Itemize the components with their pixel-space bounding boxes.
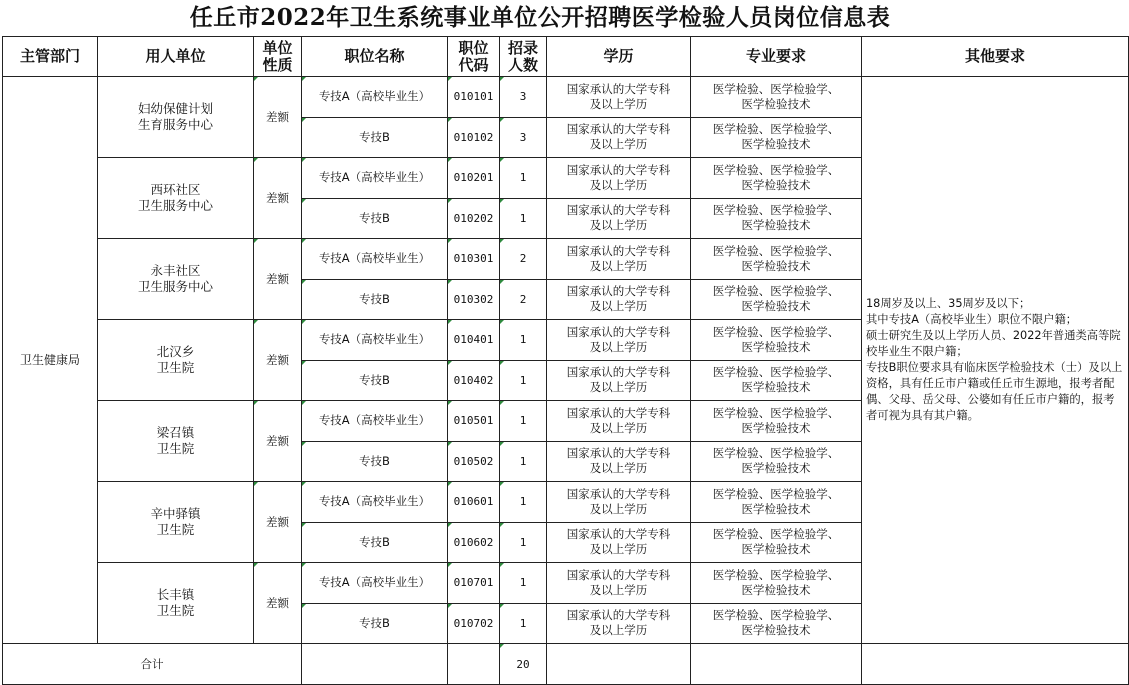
position-cell: 专技A（高校毕业生）	[302, 158, 448, 199]
major-cell	[691, 279, 862, 320]
unit-cell	[98, 401, 254, 482]
header-edu: 学历	[547, 37, 691, 77]
edu-line: 及以上学历	[589, 380, 648, 395]
major-cell	[691, 77, 862, 118]
other-requirement-line: 硕士研究生及以上学历人员、2022年普通类高等院校毕业生不限户籍；	[866, 329, 1121, 358]
edu-cell	[547, 77, 691, 118]
edu-line: 国家承认的大学专科	[566, 243, 671, 258]
unit-cell	[98, 158, 254, 239]
major-line: 医学检验技术	[741, 96, 811, 111]
position-cell: 专技B	[302, 198, 448, 239]
edu-line: 及以上学历	[589, 501, 648, 516]
unit-name-line: 卫生院	[156, 360, 195, 375]
edu-line: 及以上学历	[589, 258, 648, 273]
nature-cell: 差额	[254, 158, 302, 239]
edu-line: 及以上学历	[589, 623, 648, 638]
major-cell	[691, 603, 862, 644]
edu-line: 及以上学历	[589, 420, 648, 435]
code-cell: 010601	[448, 482, 500, 523]
count-cell: 1	[500, 603, 547, 644]
position-cell: 专技B	[302, 441, 448, 482]
code-cell: 010102	[448, 117, 500, 158]
edu-line: 国家承认的大学专科	[566, 608, 671, 623]
nature-cell: 差额	[254, 563, 302, 644]
major-line: 医学检验技术	[741, 501, 811, 516]
total-empty-cell	[547, 644, 691, 685]
edu-line: 国家承认的大学专科	[566, 162, 671, 177]
major-line: 医学检验、医学检验学、	[712, 203, 840, 218]
count-cell: 1	[500, 522, 547, 563]
header-code-line: 代码	[458, 55, 489, 74]
edu-line: 国家承认的大学专科	[566, 405, 671, 420]
code-cell: 010201	[448, 158, 500, 199]
position-cell: 专技B	[302, 522, 448, 563]
code-cell: 010301	[448, 239, 500, 280]
major-line: 医学检验、医学检验学、	[712, 284, 840, 299]
count-cell: 1	[500, 360, 547, 401]
major-line: 医学检验、医学检验学、	[712, 122, 840, 137]
header-nature-line: 性质	[262, 55, 293, 74]
nature-cell: 差额	[254, 77, 302, 158]
major-line: 医学检验技术	[741, 137, 811, 152]
unit-cell	[98, 563, 254, 644]
nature-cell: 差额	[254, 239, 302, 320]
code-cell: 010101	[448, 77, 500, 118]
major-line: 医学检验技术	[741, 542, 811, 557]
major-line: 医学检验、医学检验学、	[712, 608, 840, 623]
major-cell	[691, 239, 862, 280]
major-line: 医学检验、医学检验学、	[712, 405, 840, 420]
edu-line: 及以上学历	[589, 218, 648, 233]
position-cell: 专技B	[302, 117, 448, 158]
major-line: 医学检验技术	[741, 218, 811, 233]
header-unit: 用人单位	[98, 37, 254, 77]
major-cell	[691, 360, 862, 401]
header-count-line: 招录	[507, 38, 538, 57]
other-requirement-line: 专技B职位要求具有临床医学检验技术（士）及以上资格，具有任丘市户籍或任丘市生源地，报考者配偶、父母、岳父母、公婆如有任丘市户籍的，报考者可视为具有其户籍。	[866, 361, 1123, 422]
unit-name-line: 梁召镇	[156, 425, 195, 440]
table-row	[3, 77, 1129, 118]
total-row	[3, 644, 1129, 685]
major-line: 医学检验、医学检验学、	[712, 486, 840, 501]
major-cell	[691, 563, 862, 604]
code-cell: 010401	[448, 320, 500, 361]
unit-name-line: 生育服务中心	[137, 117, 213, 132]
major-line: 医学检验技术	[741, 420, 811, 435]
header-nature-line: 单位	[262, 38, 293, 57]
major-line: 医学检验技术	[741, 380, 811, 395]
position-cell: 专技A（高校毕业生）	[302, 77, 448, 118]
header-row	[3, 37, 1129, 77]
count-cell: 3	[500, 77, 547, 118]
major-cell	[691, 320, 862, 361]
unit-name-line: 北汉乡	[156, 344, 195, 359]
edu-cell	[547, 482, 691, 523]
nature-cell: 差额	[254, 482, 302, 563]
major-line: 医学检验、医学检验学、	[712, 527, 840, 542]
major-cell	[691, 441, 862, 482]
total-empty-cell	[302, 644, 448, 685]
recruitment-table	[2, 36, 1129, 685]
edu-line: 国家承认的大学专科	[566, 527, 671, 542]
other-requirement-line: 18周岁及以上、35周岁及以下；	[866, 297, 1031, 310]
count-cell: 2	[500, 279, 547, 320]
unit-name-line: 西环社区	[150, 182, 201, 197]
other-requirements-cell	[862, 77, 1129, 644]
position-cell: 专技B	[302, 279, 448, 320]
table-body	[3, 37, 1129, 685]
major-line: 医学检验技术	[741, 339, 811, 354]
edu-line: 及以上学历	[589, 96, 648, 111]
total-empty-cell	[862, 644, 1129, 685]
position-cell: 专技A（高校毕业生）	[302, 239, 448, 280]
edu-cell	[547, 198, 691, 239]
major-line: 医学检验技术	[741, 582, 811, 597]
major-cell	[691, 198, 862, 239]
header-count-line: 人数	[507, 55, 538, 74]
edu-line: 及以上学历	[589, 582, 648, 597]
other-requirement-line: 其中专技A（高校毕业生）职位不限户籍；	[866, 313, 1078, 326]
header-code-line: 职位	[458, 38, 489, 57]
edu-line: 国家承认的大学专科	[566, 324, 671, 339]
major-line: 医学检验技术	[741, 177, 811, 192]
major-line: 医学检验技术	[741, 258, 811, 273]
major-cell	[691, 482, 862, 523]
unit-name-line: 永丰社区	[150, 263, 201, 278]
unit-name-line: 长丰镇	[156, 587, 195, 602]
code-cell: 010701	[448, 563, 500, 604]
position-cell: 专技B	[302, 603, 448, 644]
unit-name-line: 辛中驿镇	[150, 506, 201, 521]
edu-cell	[547, 117, 691, 158]
edu-line: 及以上学历	[589, 299, 648, 314]
edu-line: 国家承认的大学专科	[566, 81, 671, 96]
edu-cell	[547, 522, 691, 563]
unit-cell	[98, 482, 254, 563]
major-cell	[691, 117, 862, 158]
header-nature	[254, 37, 302, 77]
edu-cell	[547, 603, 691, 644]
count-cell: 1	[500, 320, 547, 361]
edu-line: 及以上学历	[589, 542, 648, 557]
edu-cell	[547, 401, 691, 442]
edu-line: 国家承认的大学专科	[566, 284, 671, 299]
major-line: 医学检验、医学检验学、	[712, 81, 840, 96]
position-cell: 专技A（高校毕业生）	[302, 482, 448, 523]
code-cell: 010702	[448, 603, 500, 644]
edu-cell	[547, 320, 691, 361]
header-code	[448, 37, 500, 77]
major-line: 医学检验、医学检验学、	[712, 324, 840, 339]
unit-name-line: 卫生院	[156, 603, 195, 618]
major-line: 医学检验技术	[741, 299, 811, 314]
position-cell: 专技A（高校毕业生）	[302, 563, 448, 604]
code-cell: 010402	[448, 360, 500, 401]
code-cell: 010501	[448, 401, 500, 442]
edu-cell	[547, 239, 691, 280]
code-cell: 010302	[448, 279, 500, 320]
edu-cell	[547, 158, 691, 199]
count-cell: 1	[500, 401, 547, 442]
nature-cell: 差额	[254, 320, 302, 401]
major-line: 医学检验、医学检验学、	[712, 162, 840, 177]
edu-line: 及以上学历	[589, 177, 648, 192]
nature-cell: 差额	[254, 401, 302, 482]
major-cell	[691, 158, 862, 199]
total-count: 20	[500, 644, 547, 685]
major-line: 医学检验、医学检验学、	[712, 365, 840, 380]
edu-line: 国家承认的大学专科	[566, 486, 671, 501]
edu-line: 国家承认的大学专科	[566, 122, 671, 137]
total-empty-cell	[448, 644, 500, 685]
header-count	[500, 37, 547, 77]
unit-name-line: 妇幼保健计划	[137, 101, 213, 116]
edu-line: 国家承认的大学专科	[566, 365, 671, 380]
total-label: 合计	[3, 644, 302, 685]
count-cell: 1	[500, 441, 547, 482]
edu-line: 国家承认的大学专科	[566, 446, 671, 461]
count-cell: 1	[500, 563, 547, 604]
edu-cell	[547, 279, 691, 320]
major-line: 医学检验技术	[741, 623, 811, 638]
unit-name-line: 卫生服务中心	[137, 198, 213, 213]
unit-cell	[98, 77, 254, 158]
count-cell: 1	[500, 158, 547, 199]
edu-line: 及以上学历	[589, 137, 648, 152]
major-line: 医学检验、医学检验学、	[712, 243, 840, 258]
page-title: 任丘市2022年卫生系统事业单位公开招聘医学检验人员岗位信息表	[189, 4, 891, 31]
major-line: 医学检验技术	[741, 461, 811, 476]
code-cell: 010602	[448, 522, 500, 563]
unit-cell	[98, 239, 254, 320]
count-cell: 1	[500, 198, 547, 239]
position-cell: 专技A（高校毕业生）	[302, 320, 448, 361]
count-cell: 1	[500, 482, 547, 523]
unit-name-line: 卫生服务中心	[137, 279, 213, 294]
count-cell: 3	[500, 117, 547, 158]
edu-cell	[547, 360, 691, 401]
header-major: 专业要求	[691, 37, 862, 77]
edu-line: 国家承认的大学专科	[566, 567, 671, 582]
unit-name-line: 卫生院	[156, 441, 195, 456]
major-line: 医学检验、医学检验学、	[712, 446, 840, 461]
position-cell: 专技B	[302, 360, 448, 401]
total-empty-cell	[691, 644, 862, 685]
header-other: 其他要求	[862, 37, 1129, 77]
edu-line: 及以上学历	[589, 461, 648, 476]
header-position: 职位名称	[302, 37, 448, 77]
unit-cell	[98, 320, 254, 401]
count-cell: 2	[500, 239, 547, 280]
edu-cell	[547, 441, 691, 482]
major-cell	[691, 522, 862, 563]
code-cell: 010502	[448, 441, 500, 482]
edu-cell	[547, 563, 691, 604]
code-cell: 010202	[448, 198, 500, 239]
header-dept: 主管部门	[3, 37, 98, 77]
unit-name-line: 卫生院	[156, 522, 195, 537]
dept-cell: 卫生健康局	[3, 77, 98, 644]
major-line: 医学检验、医学检验学、	[712, 567, 840, 582]
major-cell	[691, 401, 862, 442]
position-cell: 专技A（高校毕业生）	[302, 401, 448, 442]
edu-line: 及以上学历	[589, 339, 648, 354]
edu-line: 国家承认的大学专科	[566, 203, 671, 218]
